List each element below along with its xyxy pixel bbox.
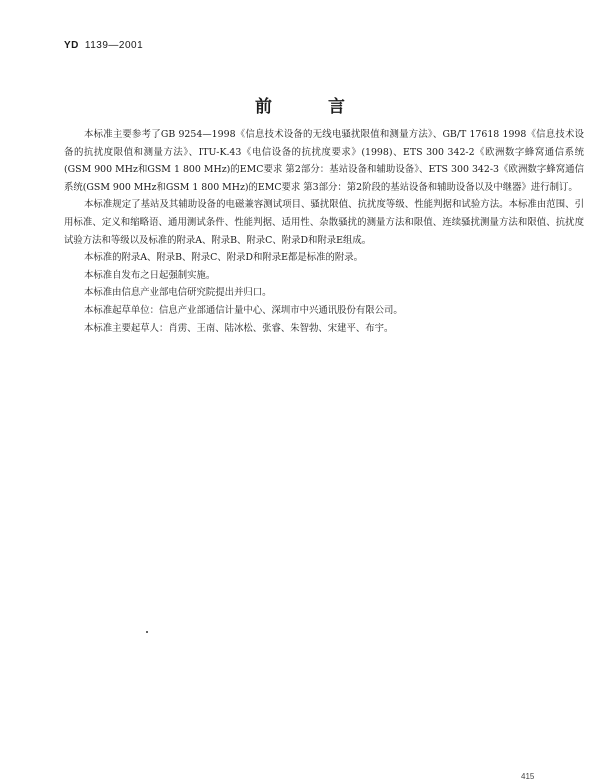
paragraph-scope: 本标准规定了基站及其辅助设备的电磁兼容测试项目、骚扰限值、抗扰度等级、性能判据和试验方法。本标准由范围、引用标准、定义和缩略语、通用测试条件、性能判据、适用性、杂散骚扰的测量方法和限值、连续骚扰测量方法和限值、抗扰度试验方法和等级以及标准的附录A、附录B、附录C、附录D和附录E组成。	[64, 199, 584, 246]
foreword-body	[64, 126, 584, 337]
paragraph-drafters: 本标准主要起草人：肖雳、王南、陆冰松、张睿、朱智勃、宋建平、布宇。	[84, 322, 394, 334]
document-header	[64, 40, 143, 51]
paragraph-appendices: 本标准的附录A、附录B、附录C、附录D和附录E都是标准的附录。	[84, 252, 363, 264]
paragraph-drafting-units: 本标准起草单位：信息产业部通信计量中心、深圳市中兴通讯股份有限公司。	[84, 304, 403, 316]
standard-number: 1139—2001	[84, 40, 144, 51]
page-title: 前言	[255, 97, 401, 117]
paragraph-effective-date: 本标准自发布之日起强制实施。	[84, 269, 216, 281]
scan-speck	[146, 631, 148, 633]
paragraph-proposer: 本标准由信息产业部电信研究院提出并归口。	[84, 287, 272, 299]
page-number: 415	[521, 772, 535, 781]
paragraph-references: 本标准主要参考了GB 9254—1998《信息技术设备的无线电骚扰限值和测量方法》、GB/T 17618 1998《信息技术设备的抗扰度限值和测量方法》、ITU-K.43《电信设备的抗扰度要求》(1998)、ETS 300 342-2《欧洲数字蜂窝通信系统(GSM 900 MHz和GSM 1 800 MHz)的EMC要求 第2部分：基站设备和辅助设备》、ETS 300 342-3《欧洲数字蜂窝通信系统(GSM 900 MHz和GSM 1 800 MHz)的EMC要求 第3部分：第2阶段的基站设备和辅助设备以及中继器》进行制订。	[64, 129, 584, 193]
standard-code: YD	[64, 40, 79, 51]
